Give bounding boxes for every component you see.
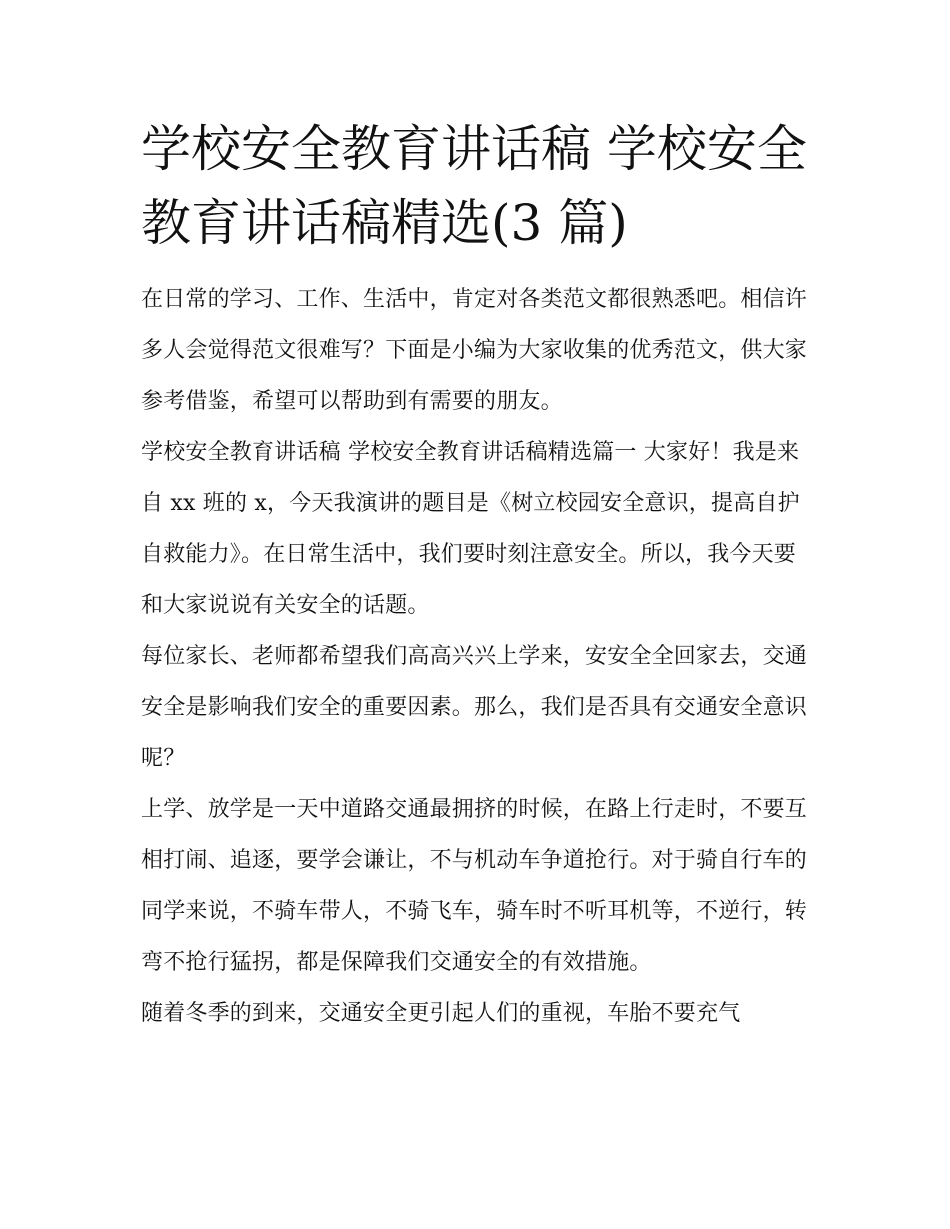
paragraph-greeting: 学校安全教育讲话稿 学校安全教育讲话稿精选篇一 大家好！我是来自 xx 班的 x，今天我演讲的题目是《树立校园安全意识，提高自护自救能力》。在日常生活中，我们要时刻注意安全。所以，我今天要和大家说说有关安全的话题。 — [141, 440, 800, 618]
document-content — [141, 112, 816, 1039]
document-body — [141, 274, 816, 1039]
paragraph-winter-safety: 随着冬季的到来，交通安全更引起人们的重视，车胎不要充气 — [141, 1001, 741, 1026]
document-title: 学校安全教育讲话稿 学校安全教育讲话稿精选(3 篇) — [141, 120, 807, 252]
paragraph-commute-safety: 上学、放学是一天中道路交通最拥挤的时候，在路上行走时，不要互相打闹、追逐，要学会谦让，不与机动车争道抢行。对于骑自行车的同学来说，不骑车带人，不骑飞车，骑车时不听耳机等，不逆行，转弯不抢行猛拐，都是保障我们交通安全的有效措施。 — [141, 797, 808, 975]
paragraph-traffic-awareness: 每位家长、老师都希望我们高高兴兴上学来，安安全全回家去，交通安全是影响我们安全的重要因素。那么，我们是否具有交通安全意识呢？ — [141, 644, 808, 771]
paragraph-intro: 在日常的学习、工作、生活中，肯定对各类范文都很熟悉吧。相信许多人会觉得范文很难写？下面是小编为大家收集的优秀范文，供大家参考借鉴，希望可以帮助到有需要的朋友。 — [141, 287, 808, 414]
